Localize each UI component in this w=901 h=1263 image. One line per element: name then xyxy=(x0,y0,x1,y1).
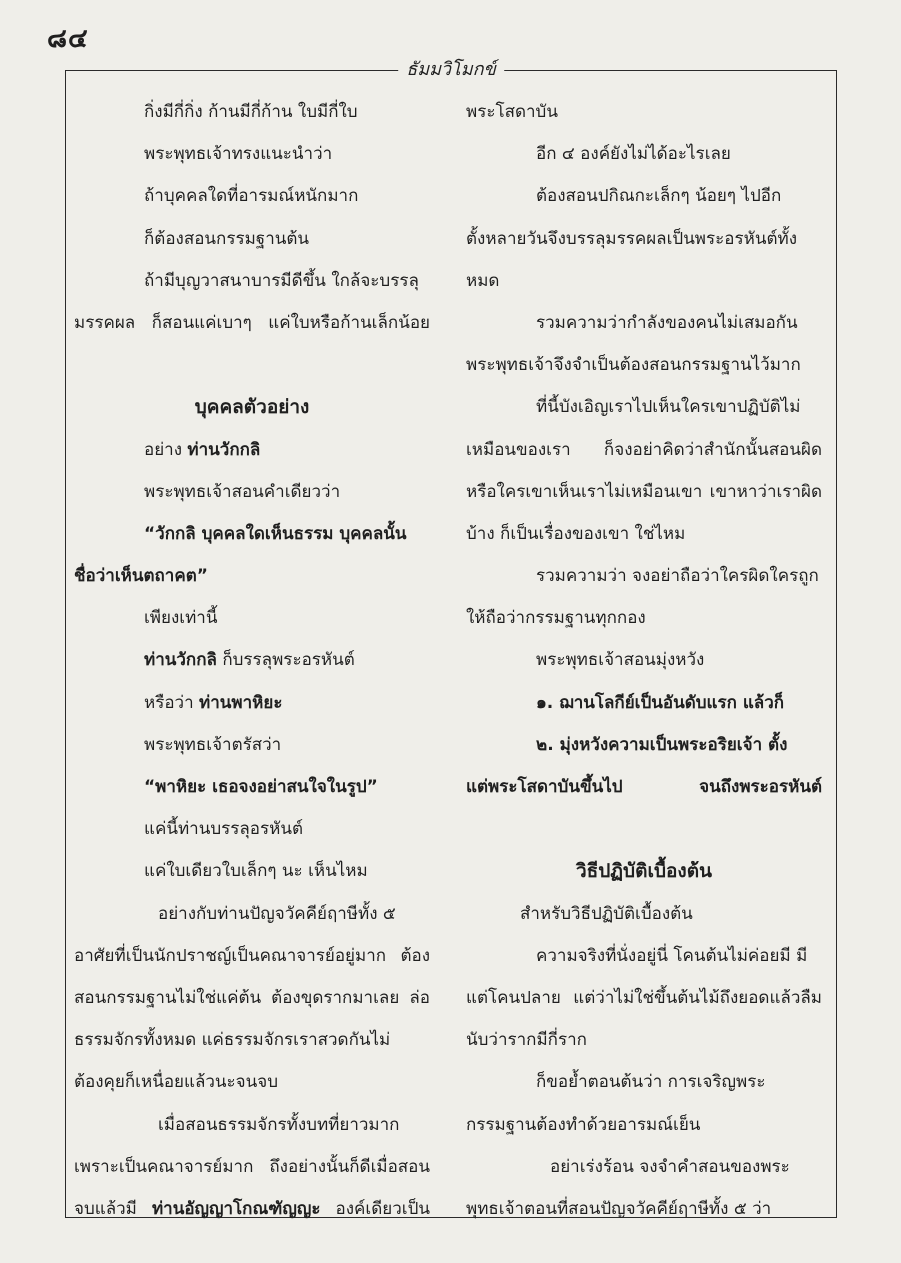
text-line: หรือว่า ท่านพาหิยะ xyxy=(144,692,283,713)
section-heading: บุคคลตัวอย่าง xyxy=(194,396,310,419)
text-line: รวมความว่ากำลังของคนไม่เสมอกัน xyxy=(536,312,798,333)
text-line: ต้องสอนปกิณกะเล็กๆ น้อยๆ ไปอีก xyxy=(536,186,782,207)
text-line: พระพุทธเจ้าจึงจำเป็นต้องสอนกรรมฐานไว้มาก xyxy=(466,355,801,376)
text-line: หมด xyxy=(466,270,500,291)
text-line: รวมความว่า จงอย่าถือว่าใครผิดใครถูก xyxy=(536,566,819,587)
text-line: ถ้าบุคคลใดที่อารมณ์หนักมาก xyxy=(144,186,359,207)
text-line: ธรรมจักรทั้งหมด แค่ธรรมจักรเราสวดกันไม่ xyxy=(74,1030,391,1051)
text-line: อย่าง ท่านวักกลิ xyxy=(144,439,261,460)
text-line: กิ่งมีกี่กิ่ง ก้านมีกี่ก้าน ใบมีกี่ใบ xyxy=(144,102,358,122)
text-line: ก็ขอย้ำตอนต้นว่า การเจริญพระ xyxy=(536,1072,766,1093)
text-line: เมื่อสอนธรรมจักรทั้งบทที่ยาวมาก xyxy=(158,1114,400,1135)
running-head: ธัมมวิโมกข์ xyxy=(398,58,504,82)
text-line: นับว่ารากมีกี่ราก xyxy=(466,1030,587,1051)
text-line: แต่โคนปลาย แต่ว่าไม่ใช่ขึ้นต้นไม้ถึงยอดแล้วลืม xyxy=(466,987,822,1008)
list-item: ๑. ฌานโลกีย์เป็นอันดับแรก แล้วก็ xyxy=(536,692,785,713)
text-line: เหมือนของเรา ก็จงอย่าคิดว่าสำนักนั้นสอนผิด xyxy=(466,439,822,460)
text-line: ก็ต้องสอนกรรมฐานต้น xyxy=(144,228,310,249)
text-line: ถ้ามีบุญวาสนาบารมีดีขึ้น ใกล้จะบรรลุ xyxy=(144,270,419,291)
blank-line xyxy=(466,808,822,850)
text-line: อีก ๔ องค์ยังไม่ได้อะไรเลย xyxy=(536,144,731,165)
text-line: ให้ถือว่ากรรมฐานทุกกอง xyxy=(466,608,646,629)
text-line: หรือใครเขาเห็นเราไม่เหมือนเขา เขาหาว่าเราผิด xyxy=(466,481,822,502)
text-line: อย่าเร่งร้อน จงจำคำสอนของพระ xyxy=(550,1156,790,1177)
text-line: สำหรับวิธีปฏิบัติเบื้องต้น xyxy=(520,903,693,924)
blank-line xyxy=(74,344,430,386)
text-line: ที่นี้บังเอิญเราไปเห็นใครเขาปฏิบัติไม่ xyxy=(536,397,801,418)
text-line: เพียงเท่านี้ xyxy=(144,608,218,629)
text-line: ตั้งหลายวันจึงบรรลุมรรคผลเป็นพระอรหันต์ทั้ง xyxy=(466,228,797,249)
quote-line: “พาหิยะ เธอจงอย่าสนใจในรูป” xyxy=(144,777,378,797)
text-line: อย่างกับท่านปัญจวัคคีย์ฤาษีทั้ง ๕ xyxy=(158,903,396,924)
text-line: มรรคผล ก็สอนแค่เบาๆ แค่ใบหรือก้านเล็กน้อย xyxy=(74,312,430,333)
section-heading: วิธีปฏิบัติเบื้องต้น xyxy=(575,860,713,883)
text-line: พระพุทธเจ้าทรงแนะนำว่า xyxy=(144,144,333,165)
text-frame xyxy=(65,59,837,1219)
text-line: กรรมฐานต้องทำด้วยอารมณ์เย็น xyxy=(466,1114,701,1135)
text-line: ความจริงที่นั่งอยู่นี่ โคนต้นไม่ค่อยมี มี xyxy=(536,945,808,966)
list-item: ๒. มุ่งหวังความเป็นพระอริยเจ้า ตั้ง xyxy=(536,734,788,755)
text-line: ท่านวักกลิ ก็บรรลุพระอรหันต์ xyxy=(144,650,355,671)
text-line: แค่ใบเดียวใบเล็กๆ นะ เห็นไหม xyxy=(144,861,368,882)
page-number: ๘๔ xyxy=(47,24,89,54)
text-line: อาศัยที่เป็นนักปราชญ์เป็นคณาจารย์อยู่มาก ต้อง xyxy=(74,945,430,966)
text-line: แค่นี้ท่านบรรลุอรหันต์ xyxy=(144,819,304,840)
left-column xyxy=(74,91,430,1230)
text-line: พุทธเจ้าตอนที่สอนปัญจวัคคีย์ฤาษีทั้ง ๕ ว่า xyxy=(466,1198,772,1219)
list-item: แต่พระโสดาบันขึ้นไป จนถึงพระอรหันต์ xyxy=(466,777,822,797)
text-line: พระโสดาบัน xyxy=(466,102,558,122)
right-column xyxy=(466,91,822,1230)
text-line: เพราะเป็นคณาจารย์มาก ถึงอย่างนั้นก็ดีเมื่อสอน xyxy=(74,1156,430,1177)
text-line: สอนกรรมฐานไม่ใช่แค่ต้น ต้องขุดรากมาเลย ล่อ xyxy=(74,987,430,1008)
text-line: พระพุทธเจ้าสอนคำเดียวว่า xyxy=(144,481,341,502)
text-line: จบแล้วมี ท่านอัญญาโกณฑัญญะ องค์เดียวเป็น xyxy=(74,1198,430,1219)
text-line: พระพุทธเจ้าตรัสว่า xyxy=(144,734,282,755)
text-line: บ้าง ก็เป็นเรื่องของเขา ใช่ไหม xyxy=(466,523,686,544)
text-line: พระพุทธเจ้าสอนมุ่งหวัง xyxy=(536,650,705,671)
quote-line: ชื่อว่าเห็นตถาคต” xyxy=(74,566,208,587)
quote-line: “วักกลิ บุคคลใดเห็นธรรม บุคคลนั้น xyxy=(144,523,407,544)
text-line: ต้องคุยก็เหนื่อยแล้วนะจนจบ xyxy=(74,1072,278,1093)
